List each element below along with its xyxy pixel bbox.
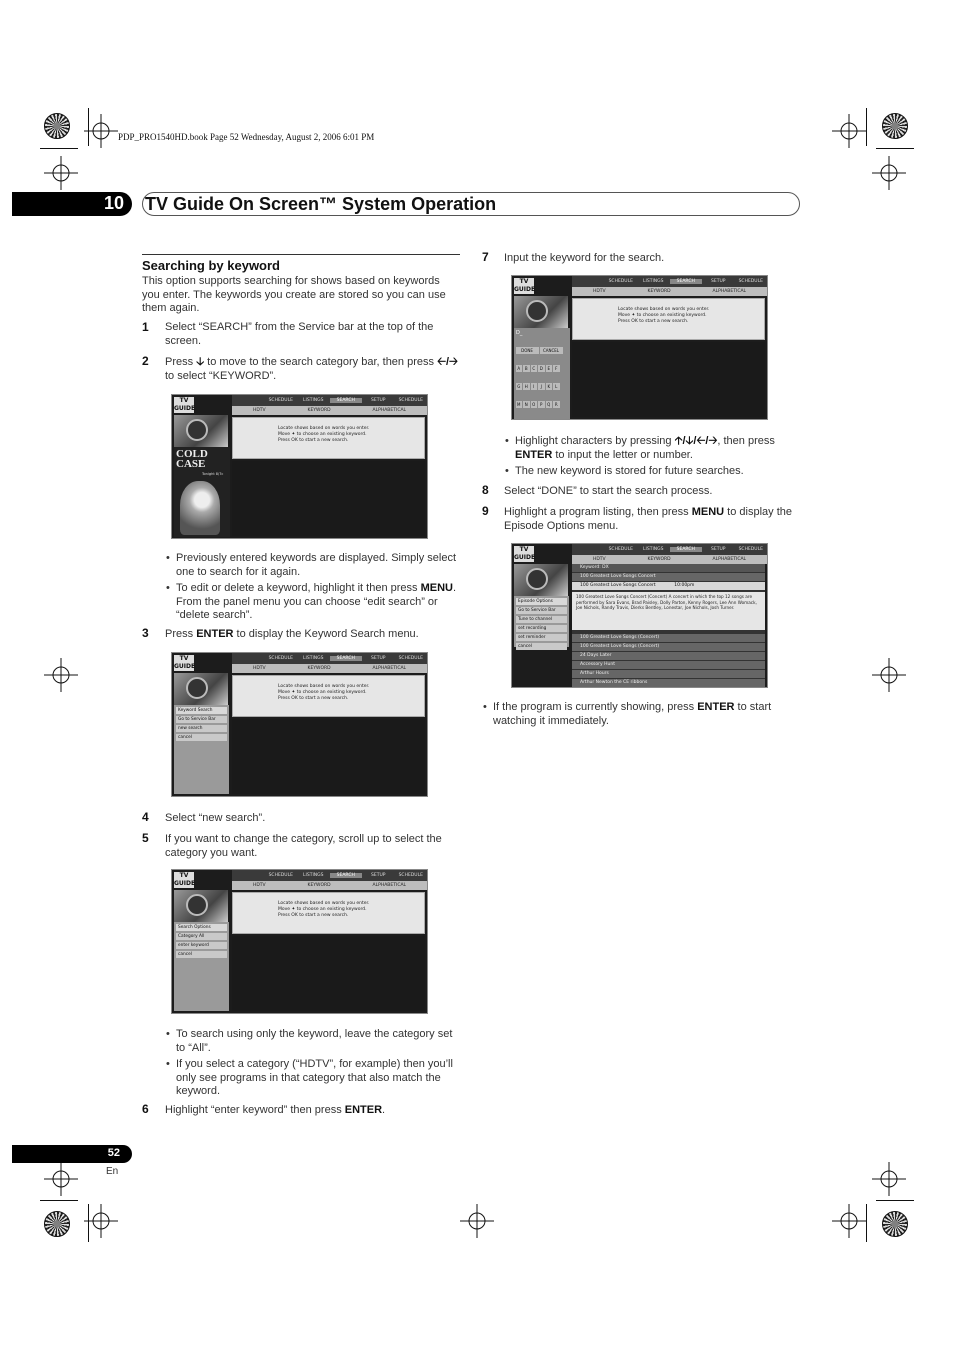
tv-guide-logo: TV GUIDE [514, 278, 536, 293]
registration-mark-icon [44, 1162, 78, 1196]
direction-arrows-icon: 🡡/🡣/🡠/🡢 [674, 435, 718, 447]
tv-screenshot-keyboard: SCHEDULE LISTINGS SEARCH SETUP SCHEDULE TV GUIDE HDTV KEYWORD ALPHABETICAL Locate shows based on words you enter. Move ✦ to choose an existing keyword. Press OK to start a new search. D_ DONE CANCEL A B C D E F G H I J K L M N O P Q R [511, 275, 768, 420]
tv-guide-logo: TV GUIDE [174, 655, 196, 670]
step-number: 5 [142, 831, 149, 845]
result-row: Arthur Newton the CE ribbons [572, 679, 765, 687]
crop-mark [866, 108, 867, 146]
keyword-entry: D_ [516, 330, 523, 336]
results-header: Keyword: DX [572, 564, 765, 572]
registration-mark-icon [460, 1204, 494, 1238]
crop-mark [876, 148, 914, 149]
chapter-number: 10 [103, 193, 124, 213]
result-row: Accessory Hunt [572, 661, 765, 669]
tv-screenshot-keyword [171, 394, 428, 539]
tv-guide-logo: TV GUIDE [174, 872, 196, 887]
page-number: 52 [107, 1147, 120, 1159]
bullet-item: • To search using only the keyword, leave the category set to “All”. [176, 1028, 460, 1055]
color-rosette-icon [882, 1211, 908, 1237]
on-screen-keyboard: DONE CANCEL A B C D E F G H I J K L M N O P Q R [515, 339, 567, 420]
tv-screenshot-episode-options: SCHEDULE LISTINGS SEARCH SETUP SCHEDULE TV GUIDE HDTV KEYWORD ALPHABETICAL Keyword: DX 100 Greatest Love Songs Concert 100 Greatest Love Songs Concert 10:00pm 100 Greatest Love Songs Concert (Concert) A concert in which the top 12 songs are performed by Sara Evans, Brad Paisley, Dolly Parton, Kenny Rogers, Lee Ann Womack, Joe Nichols, Randy Travis, Dierks Bentley, Lonestar, Joe Nichols, Josh Turner. 100 Greatest Love Songs (Concert) 100 Greatest Love Songs (Concert) 24 Days Later Accessory Hunt Arthur Hours Arthur Newton the CE ribbons Episode Options Go to Service Bar Tune to channel set recording set reminder cancel [511, 543, 768, 688]
step-text: Highlight a program listing, then press MENU to display the Episode Options menu. [504, 506, 792, 532]
panel-menu: Episode Options Go to Service Bar Tune to channel set recording set reminder cancel [514, 596, 569, 647]
step-number: 6 [142, 1102, 149, 1116]
registration-mark-icon [84, 1204, 118, 1238]
section-title: Searching by keyword [142, 254, 460, 273]
page-number-badge [12, 1145, 132, 1163]
tv-screenshot-keyword-search-menu: SCHEDULE LISTINGS SEARCH SETUP SCHEDULE TV GUIDE HDTV KEYWORD ALPHABETICAL Locate shows based on words you enter. Move ✦ to choose an existing keyword. Press OK to start a new search. Keyword Search Go to Service Bar new search cancel [171, 652, 428, 797]
step-text: Select “new search”. [165, 812, 266, 824]
registration-mark-icon [832, 114, 866, 148]
step-text: Select “SEARCH” from the Service bar at the top of the screen. [165, 321, 434, 347]
step-number: 2 [142, 354, 149, 368]
result-row: Arthur Hours [572, 670, 765, 678]
registration-mark-icon [832, 1204, 866, 1238]
registration-mark-icon [872, 1162, 906, 1196]
step-number: 8 [482, 483, 489, 497]
result-row: 24 Days Later [572, 652, 765, 660]
step-text: If you want to change the category, scroll up to select the category you want. [165, 833, 442, 859]
program-description: 100 Greatest Love Songs Concert (Concert) A concert in which the top 12 songs are performed by Sara Evans, Brad Paisley, Dolly Parton, Kenny Rogers, Lee Ann Womack, Joe Nichols, Randy Travis, Dierks Bentley, Lonestar, Joe Nichols, Josh Turner. [572, 592, 765, 630]
result-row: 100 Greatest Love Songs Concert [572, 573, 765, 581]
category-bar: HDTV KEYWORD ALPHABETICAL [232, 406, 427, 415]
crop-mark [876, 1200, 914, 1201]
registration-mark-icon [872, 658, 906, 692]
chapter-title-bar [142, 192, 800, 216]
bullet-item: • To edit or delete a keyword, highlight it then press MENU. From the panel menu you can choose “edit search” or “delete search”. [176, 582, 460, 623]
ad-panel: COLD CASE Tonight 8/7c [174, 447, 230, 537]
step-text: Input the keyword for the search. [504, 252, 665, 264]
step-number: 3 [142, 626, 149, 640]
print-header: PDP_PRO1540HD.book Page 52 Wednesday, August 2, 2006 6:01 PM [118, 132, 375, 142]
step-number: 1 [142, 320, 149, 334]
bullet-item: • If you select a category (“HDTV”, for example) then you’ll only see programs in that category that also match the keyword. [176, 1058, 460, 1099]
step-number: 4 [142, 810, 149, 824]
left-right-arrow-icon: 🡠/🡢 [437, 356, 458, 368]
result-row: 100 Greatest Love Songs (Concert) [572, 634, 765, 642]
step-text: Highlight “enter keyword” then press ENTER. [165, 1104, 386, 1116]
info-box: Locate shows based on words you enter. Move ✦ to choose an existing keyword. Press OK to start a new search. [232, 417, 425, 459]
color-rosette-icon [44, 1211, 70, 1237]
panel-menu: Keyword Search Go to Service Bar new search cancel [174, 705, 229, 794]
language-label: En [106, 1166, 119, 1177]
registration-mark-icon [44, 156, 78, 190]
color-rosette-icon [44, 113, 70, 139]
step-text: Press ENTER to display the Keyword Search menu. [165, 628, 419, 640]
tv-guide-logo: TV GUIDE [174, 397, 196, 412]
tv-guide-logo: TV GUIDE [514, 546, 536, 561]
result-row-selected: 100 Greatest Love Songs Concert 10:00pm [572, 582, 765, 590]
tv-screenshot-search-options: SCHEDULE LISTINGS SEARCH SETUP SCHEDULE TV GUIDE HDTV KEYWORD ALPHABETICAL Locate shows based on words you enter. Move ✦ to choose an existing keyword. Press OK to start a new search. Search Options Category All enter keyword cancel [171, 869, 428, 1014]
registration-mark-icon [84, 114, 118, 148]
intro-paragraph: This option supports searching for shows based on keywords you enter. The keywords you create are stored so you can use them again. [142, 275, 446, 314]
step-text: Select “DONE” to start the search process. [504, 485, 713, 497]
service-bar: SCHEDULE LISTINGS SEARCH SETUP SCHEDULE [232, 653, 427, 664]
chapter-number-badge [12, 192, 132, 216]
bullet-item: • Previously entered keywords are displayed. Simply select one to search for it again. [176, 552, 460, 579]
crop-mark [866, 1204, 867, 1242]
service-bar: SCHEDULE LISTINGS SEARCH SETUP SCHEDULE [232, 395, 427, 406]
chapter-title: TV Guide On Screen™ System Operation [145, 194, 497, 214]
bullet-item: • If the program is currently showing, press ENTER to start watching it immediately. [493, 701, 800, 728]
crop-mark [40, 148, 78, 149]
registration-mark-icon [872, 156, 906, 190]
step-text: Press 🡣 to move to the search category bar, then press 🡠/🡢 to select “KEYWORD”. [165, 356, 458, 382]
step-number: 9 [482, 504, 489, 518]
result-row: 100 Greatest Love Songs (Concert) [572, 643, 765, 651]
down-arrow-icon: 🡣 [196, 356, 205, 368]
panel-menu: Search Options Category All enter keyword cancel [174, 922, 229, 1011]
bullet-item: • The new keyword is stored for future searches. [515, 465, 800, 479]
color-rosette-icon [882, 113, 908, 139]
bullet-item: • Highlight characters by pressing 🡡/🡣/🡠/🡢, then press ENTER to input the letter or number. [515, 435, 800, 462]
registration-mark-icon [44, 658, 78, 692]
step-number: 7 [482, 250, 489, 264]
crop-mark [40, 1200, 78, 1201]
